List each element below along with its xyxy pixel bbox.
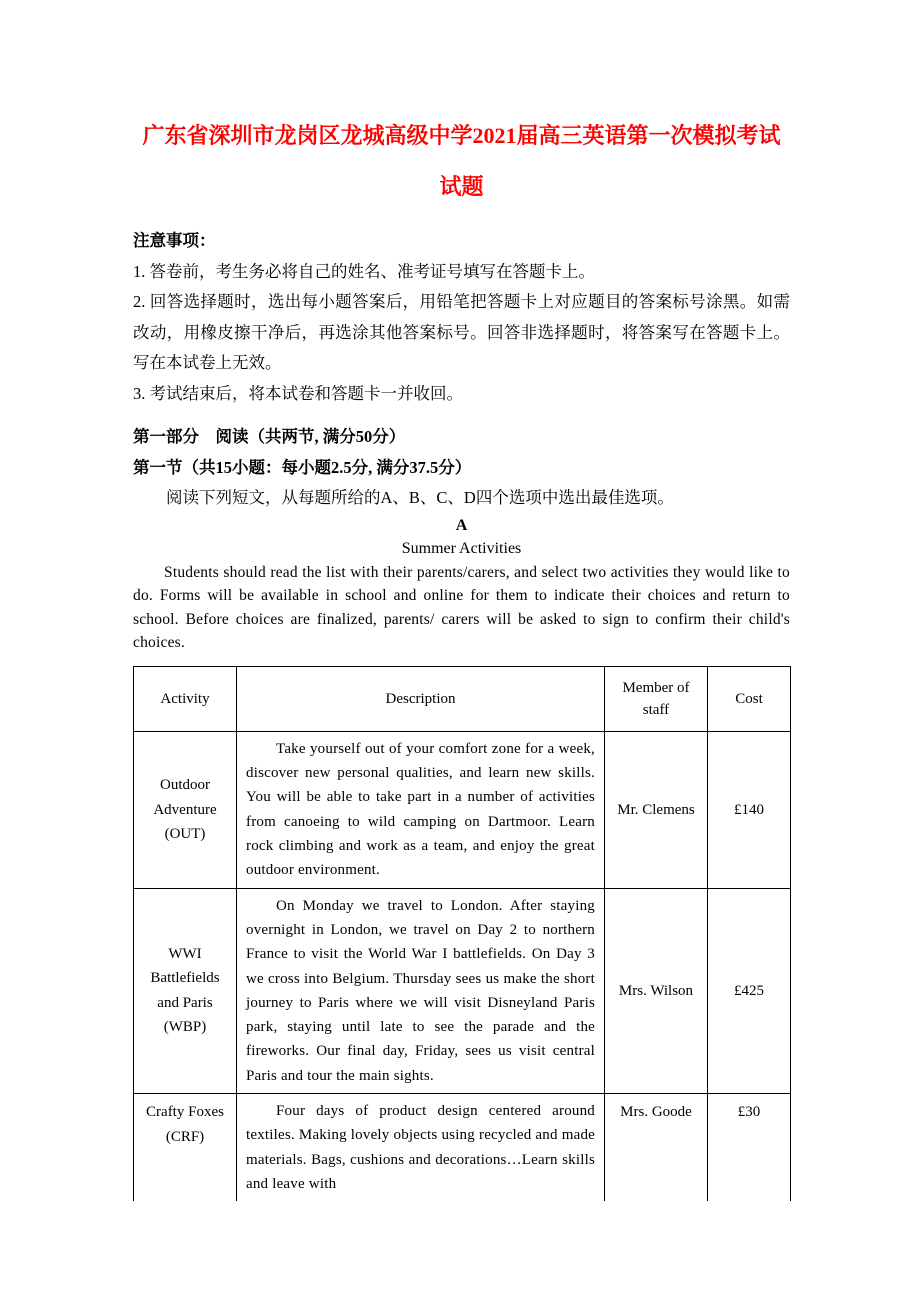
section-heading: 第一节（共15小题：每小题2.5分, 满分37.5分） <box>133 457 472 477</box>
table-row <box>134 888 791 1093</box>
part-heading: 第一部分 阅读（共两节, 满分50分） <box>133 427 406 446</box>
activity-cell: Outdoor Adventure (OUT) <box>134 731 237 888</box>
cost-cell: £30 <box>708 1094 791 1202</box>
cost-cell: £425 <box>708 888 791 1093</box>
staff-cell: Mr. Clemens <box>605 731 708 888</box>
col-header-cost: Cost <box>708 666 791 731</box>
reading-section <box>133 422 790 655</box>
notice-item-2: 2. 回答选择题时，选出每小题答案后，用铅笔把答题卡上对应题目的答案标号涂黑。如需改动，用橡皮擦干净后，再选涂其他答案标号。回答非选择题时，将答案写在答题卡上。写在本试卷上无效。 <box>133 292 790 372</box>
exam-title <box>133 110 790 212</box>
activities-table <box>133 666 791 1201</box>
notice-heading: 注意事项： <box>133 231 216 250</box>
cost-cell: £140 <box>708 731 791 888</box>
staff-cell: Mrs. Wilson <box>605 888 708 1093</box>
staff-cell: Mrs. Goode <box>605 1094 708 1202</box>
activity-cell: Crafty Foxes (CRF) <box>134 1094 237 1202</box>
notice-section <box>133 226 790 409</box>
description-cell: Take yourself out of your comfort zone for a week, discover new personal qualities, and learn new skills. You will be able to take part in a number of activities from canoeing to wild camping on Dartmoor. Learn rock climbing and work as a team, and enjoy the great outdoor environment. <box>237 731 605 888</box>
activity-cell: WWI Battlefields and Paris (WBP) <box>134 888 237 1093</box>
exam-title-line1: 广东省深圳市龙岗区龙城高级中学2021届高三英语第一次模拟考试 <box>142 123 781 148</box>
passage-title: Summer Activities <box>401 539 522 557</box>
exam-title-line2: 试题 <box>439 174 484 199</box>
description-cell: On Monday we travel to London. After staying overnight in London, we travel on Day 2 to northern France to visit the World War I battlefields. On Day 3 we cross into Belgium. Thursday sees us make the short journey to Paris where we will visit Disneyland Paris park, staying until late to see the parade and the fireworks. Our final day, Friday, sees us visit central Paris and tour the main sights. <box>237 888 605 1093</box>
description-cell: Four days of product design centered around textiles. Making lovely objects using recycled and made materials. Bags, cushions and decorations…Learn skills and leave with <box>237 1094 605 1202</box>
table-row <box>134 731 791 888</box>
section-instructions: 阅读下列短文，从每题所给的A、B、C、D四个选项中选出最佳选项。 <box>166 488 674 507</box>
notice-item-1: 1. 答卷前，考生务必将自己的姓名、准考证号填写在答题卡上。 <box>133 261 595 281</box>
col-header-description: Description <box>237 666 605 731</box>
col-header-staff: Member of staff <box>605 666 708 731</box>
notice-item-3: 3. 考试结束后，将本试卷和答题卡一并收回。 <box>133 383 463 403</box>
table-row <box>134 1094 791 1202</box>
col-header-activity: Activity <box>134 666 237 731</box>
passage-intro: Students should read the list with their parents/carers, and select two activities they would like to do. Forms will be available in school and online for them to indicate their choices and return to school. Before choices are finalized, parents/ carers will be asked to sign to confirm their child's choices. <box>133 563 790 652</box>
passage-label: A <box>455 516 468 534</box>
table-header-row <box>134 666 791 731</box>
